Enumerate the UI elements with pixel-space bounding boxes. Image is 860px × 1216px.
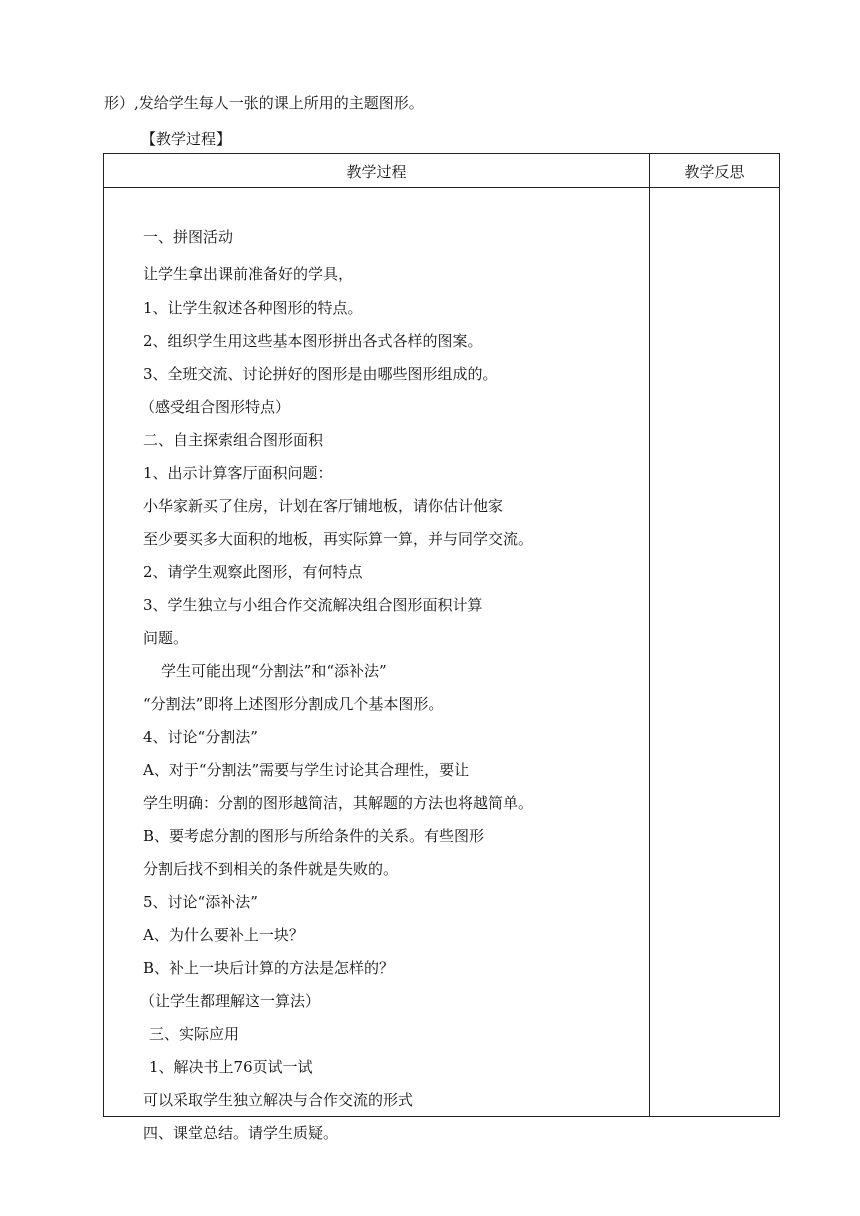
process-line: 一、拼图活动 xyxy=(143,228,234,246)
process-line: 2、请学生观察此图形，有何特点 xyxy=(143,563,363,581)
process-line: A、为什么要补上一块？ xyxy=(143,926,304,944)
process-line: 四、课堂总结。请学生质疑。 xyxy=(143,1124,339,1142)
process-line: （感受组合图形特点） xyxy=(140,398,291,416)
process-line: 5、讨论“添补法” xyxy=(143,893,258,911)
lesson-plan-table xyxy=(103,153,780,1142)
process-line: 4、讨论“分割法” xyxy=(143,728,258,746)
section-heading: 【教学过程】 xyxy=(141,130,232,148)
process-line: 3、全班交流、讨论拼好的图形是由哪些图形组成的。 xyxy=(143,365,498,383)
process-line: 让学生拿出课前准备好的学具， xyxy=(143,265,354,283)
teaching-reflection-cell xyxy=(650,188,779,1116)
header-teaching-reflection: 教学反思 xyxy=(684,163,745,181)
process-line: 问题。 xyxy=(143,629,189,647)
process-line: 可以采取学生独立解决与合作交流的形式 xyxy=(143,1091,414,1109)
intro-text: 形）,发给学生每人一张的课上所用的主题图形。 xyxy=(104,94,424,112)
process-line: 2、组织学生用这些基本图形拼出各式各样的图案。 xyxy=(143,332,483,350)
process-line: A、对于“分割法”需要与学生讨论其合理性，要让 xyxy=(143,761,470,779)
process-line: 学生可能出现“分割法”和“添补法” xyxy=(161,662,387,680)
process-line: B、补上一块后计算的方法是怎样的？ xyxy=(143,959,395,977)
process-line: 3、学生独立与小组合作交流解决组合图形面积计算 xyxy=(143,596,483,614)
process-line: 1、解决书上76页试一试 xyxy=(149,1058,313,1076)
process-line: 分割后找不到相关的条件就是失败的。 xyxy=(143,860,399,878)
process-line: 1、让学生叙述各种图形的特点。 xyxy=(143,299,363,317)
process-line: B、要考虑分割的图形与所给条件的关系。有些图形 xyxy=(143,827,485,845)
process-line: 至少要买多大面积的地板，再实际算一算，并与同学交流。 xyxy=(143,530,534,548)
process-line: 二、自主探索组合图形面积 xyxy=(143,431,324,449)
process-line: “分割法”即将上述图形分割成几个基本图形。 xyxy=(143,695,444,713)
process-line: （让学生都理解这一算法） xyxy=(140,992,321,1010)
process-line: 小华家新买了住房，计划在客厅铺地板，请你估计他家 xyxy=(143,497,504,515)
process-line: 三、实际应用 xyxy=(149,1025,240,1043)
process-line: 学生明确：分割的图形越简洁，其解题的方法也将越简单。 xyxy=(143,794,534,812)
process-line: 1、出示计算客厅面积问题： xyxy=(143,464,333,482)
header-teaching-process: 教学过程 xyxy=(346,163,407,181)
